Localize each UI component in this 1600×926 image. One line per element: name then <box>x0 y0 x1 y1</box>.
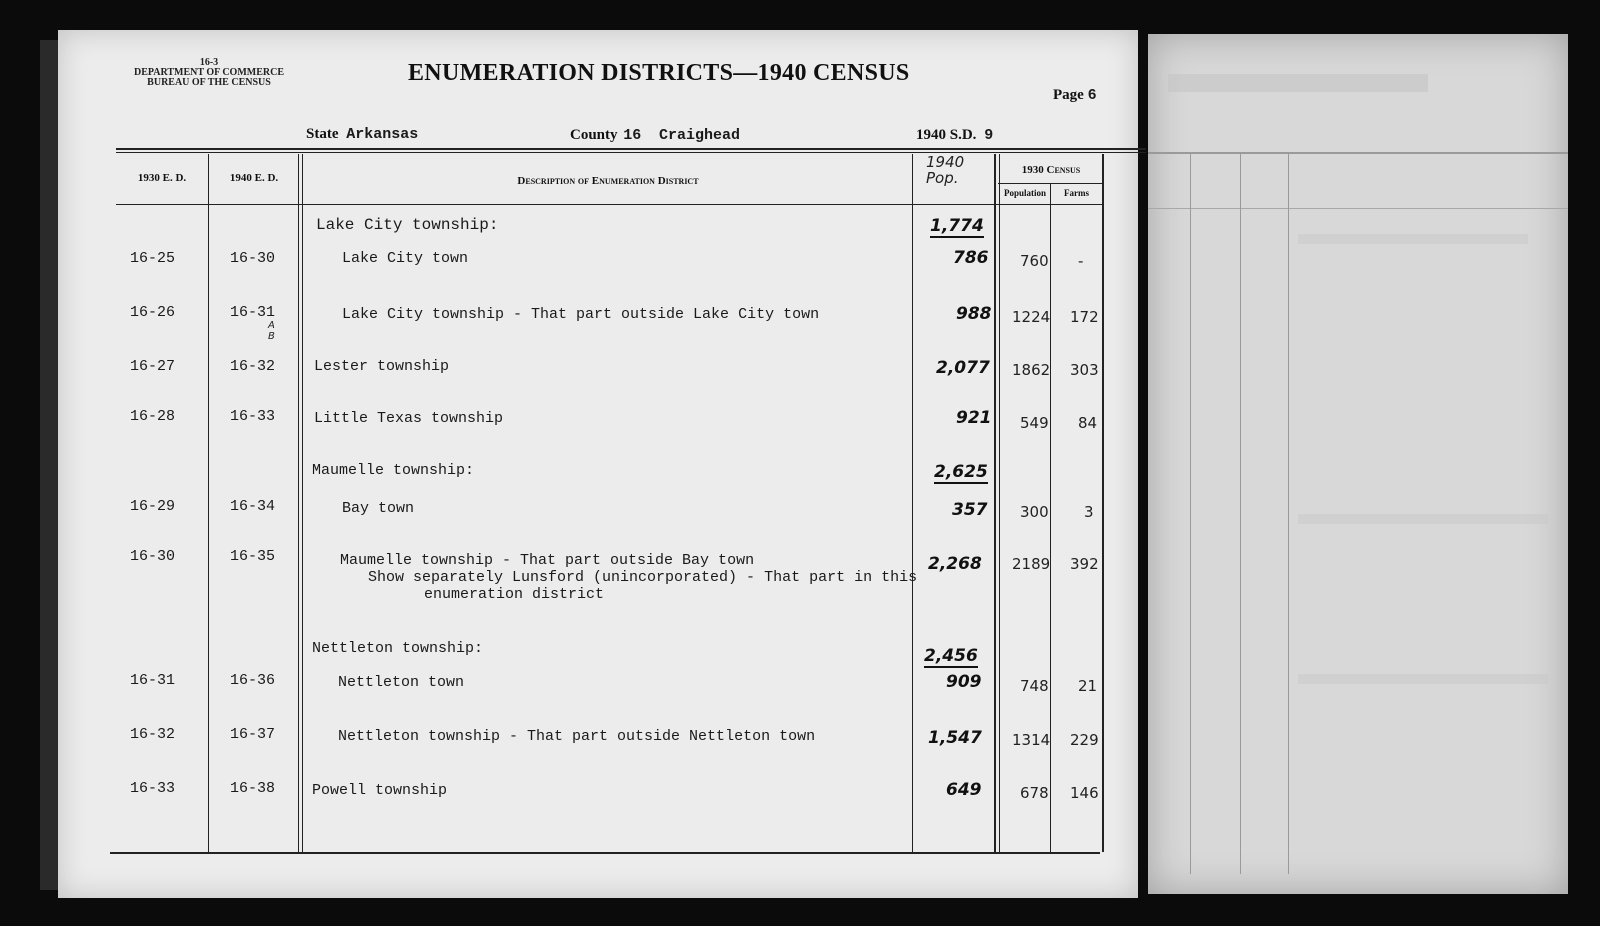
department-header <box>114 58 304 88</box>
rule-bottom <box>110 852 1100 854</box>
rule-top-1 <box>116 148 1146 150</box>
cell-ed1940: 16-34 <box>230 498 276 515</box>
county-field: County 16 Craighead <box>570 127 741 144</box>
ghost-col-line <box>1288 154 1289 874</box>
ghost-rule <box>1148 152 1568 154</box>
cell-ed1940: 16-32 <box>230 358 276 375</box>
cell-ed1940: 16-36 <box>230 672 276 689</box>
sd-number: 9 <box>984 127 994 144</box>
cell-description: Lester township <box>314 358 450 375</box>
cell-pop1930: 1314 <box>1012 731 1051 749</box>
bureau-name: BUREAU OF THE CENSUS <box>147 77 271 88</box>
cell-ed1940: 16-38 <box>230 780 276 797</box>
section-heading-maumelle: Maumelle township: <box>312 462 475 479</box>
col-divider-3 <box>912 154 913 852</box>
cell-pop1940: 921 <box>956 408 992 428</box>
col-header-1930-census: 1930 Census <box>1021 164 1081 176</box>
section-heading-nettleton: Nettleton township: <box>312 640 484 657</box>
cell-farms: 146 <box>1070 784 1099 802</box>
cell-ed1930: 16-27 <box>130 358 176 375</box>
cell-pop1930: 549 <box>1020 414 1049 432</box>
cell-description: Nettleton township - That part outside Nettleton town <box>338 728 816 745</box>
pop-1940-subtotal: 2,625 <box>934 462 988 482</box>
col-divider-4 <box>994 154 996 852</box>
col-header-population: Population <box>1003 188 1046 198</box>
cell-ed1930: 16-29 <box>130 498 176 515</box>
cell-pop1930: 2189 <box>1012 555 1051 573</box>
cell-ed1930: 16-30 <box>130 548 176 565</box>
ghost-rule <box>1148 208 1568 209</box>
page-title: ENUMERATION DISTRICTS—1940 CENSUS <box>408 60 910 86</box>
col-divider-6 <box>1102 154 1104 852</box>
cell-pop1930: 678 <box>1020 784 1049 802</box>
cell-description: Powell township <box>312 782 448 799</box>
page-label: Page 6 <box>1053 87 1097 104</box>
census-page <box>58 30 1138 898</box>
sd-field: 1940 S.D. 9 <box>916 127 994 144</box>
col-divider-1 <box>208 154 209 852</box>
cell-ed1930: 16-26 <box>130 304 176 321</box>
county-name: Craighead <box>659 127 741 144</box>
cell-pop1930: 300 <box>1020 503 1049 521</box>
cell-ed1930: 16-25 <box>130 250 176 267</box>
cell-ed1930: 16-32 <box>130 726 176 743</box>
adjacent-page-bleedthrough <box>1148 34 1568 894</box>
cell-pop1940: 1,547 <box>928 728 982 748</box>
cell-farms: 21 <box>1078 677 1098 695</box>
cell-pop1940: 357 <box>952 500 988 520</box>
col-divider-5 <box>1050 184 1051 852</box>
cell-farms: 229 <box>1070 731 1099 749</box>
cell-pop1940: 2,268 <box>928 554 982 574</box>
section-heading-lake-city: Lake City township: <box>316 216 499 234</box>
cell-pop1940: 2,077 <box>936 358 990 378</box>
county-number: 16 <box>623 127 642 144</box>
ghost-text-shadow <box>1298 514 1548 524</box>
cell-farms: 84 <box>1078 414 1098 432</box>
cell-farms: 392 <box>1070 555 1099 573</box>
cell-description: Little Texas township <box>314 410 504 427</box>
cell-description-multiline: Maumelle township - That part outside Bay town Show separately Lunsford (unincorporated) - That part in this enumeration district <box>340 552 918 603</box>
form-number: 16-3 <box>199 57 219 68</box>
col-divider-4b <box>999 154 1000 852</box>
cell-pop1930: 748 <box>1020 677 1049 695</box>
cell-ed1940: 16-37 <box>230 726 276 743</box>
col-header-1940-pop: 1940 Pop. <box>926 153 965 187</box>
cell-farms: 303 <box>1070 361 1099 379</box>
cell-ed1930: 16-31 <box>130 672 176 689</box>
cell-description: Lake City township - That part outside Lake City town <box>342 306 820 323</box>
cell-pop1940: 786 <box>953 248 989 268</box>
cell-description: Nettleton town <box>338 674 465 691</box>
ghost-col-line <box>1240 154 1241 874</box>
page-number: 6 <box>1087 87 1097 104</box>
state-value: Arkansas <box>346 126 419 143</box>
col-header-1930-ed: 1930 E. D. <box>137 172 187 184</box>
ghost-text-shadow <box>1298 234 1528 244</box>
cell-ed1940: 16-33 <box>230 408 276 425</box>
cell-farms: 3 <box>1084 503 1094 521</box>
cell-pop1940: 909 <box>946 672 982 692</box>
cell-pop1940: 649 <box>946 780 982 800</box>
ghost-text-shadow <box>1298 674 1548 684</box>
cell-ed1930: 16-33 <box>130 780 176 797</box>
state-field: State Arkansas <box>306 126 419 143</box>
col-divider-2a <box>298 154 299 852</box>
cell-description: Lake City town <box>342 250 469 267</box>
department-name: DEPARTMENT OF COMMERCE <box>133 67 284 78</box>
col-divider-2b <box>302 154 303 852</box>
col-header-farms: Farms <box>1064 188 1089 198</box>
rule-header-bottom <box>116 204 1102 205</box>
cell-farms: - <box>1078 252 1084 270</box>
cell-ed1940: 16-35 <box>230 548 276 565</box>
cell-ed1940: 16-31 <box>230 304 276 321</box>
cell-pop1940: 988 <box>956 304 992 324</box>
cell-pop1930: 1862 <box>1012 361 1051 379</box>
ghost-col-line <box>1190 154 1191 874</box>
cell-description: Bay town <box>342 500 415 517</box>
rule-top-2 <box>116 152 1146 153</box>
cell-ed1940: 16-30 <box>230 250 276 267</box>
pop-1940-subtotal: 1,774 <box>930 216 984 236</box>
cell-ed1930: 16-28 <box>130 408 176 425</box>
cell-farms: 172 <box>1070 308 1099 326</box>
cell-pop1930: 1224 <box>1012 308 1051 326</box>
col-header-1940-ed: 1940 E. D. <box>229 172 279 184</box>
ghost-title-shadow <box>1168 74 1428 92</box>
col-header-description: Description of Enumeration District <box>517 175 699 187</box>
pop-1940-subtotal: 2,456 <box>924 646 978 666</box>
cell-pop1930: 760 <box>1020 252 1049 270</box>
cell-ed1940-note: A B <box>268 320 275 342</box>
